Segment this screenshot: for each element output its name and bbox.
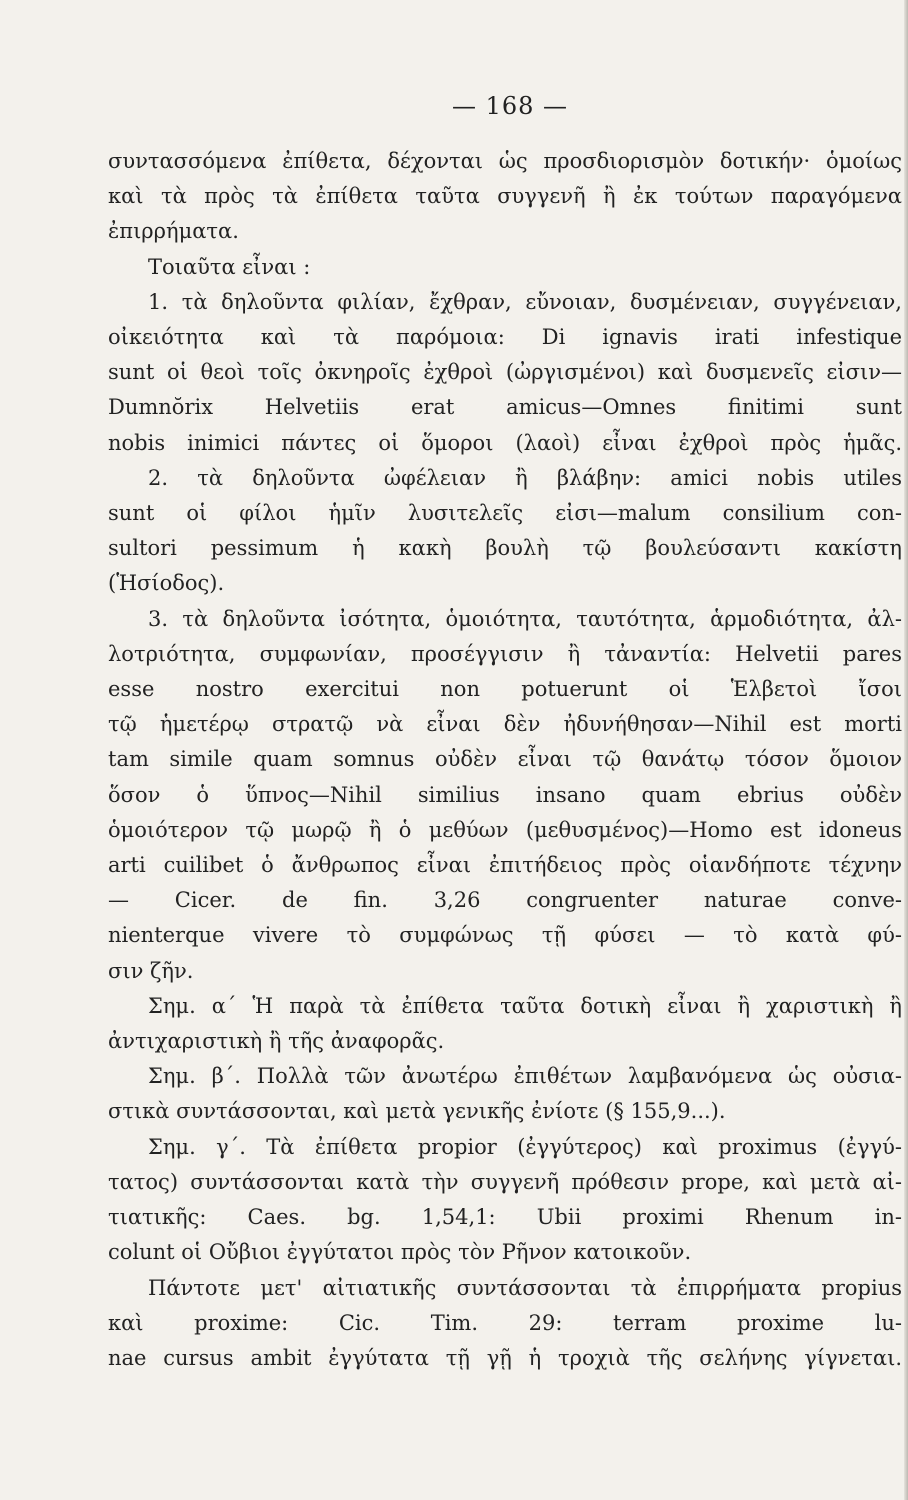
text-line: Σημ. α΄ Ἡ παρὰ τὰ ἐπίθετα ταῦτα δοτικὴ εἶναι ἢ χαριστικὴ ἢ	[148, 993, 902, 1018]
text-line: (Ἡσίοδος).	[108, 571, 225, 596]
text-line: συντασσόμενα ἐπίθετα, δέχονται ὡς προσδιορισμὸν δοτικήν· ὁμοίως	[108, 149, 902, 173]
text-line: arti cuilibet ὁ ἄνθρωπος εἶναι ἐπιτήδειος πρὸς οἱανδήποτε τέχνην	[108, 853, 902, 878]
text-line: Πάντοτε μετ' αἰτιατικῆς συντάσσονται τὰ ἐπιρρήματα propius	[148, 1275, 902, 1300]
text-line: λοτριότητα, συμφωνίαν, προσέγγισιν ἢ τἀναντία: Helvetii pares	[108, 641, 902, 666]
text-line: τατος) συντάσσονται κατὰ τὴν συγγενῆ πρόθεσιν prope, καὶ μετὰ αἰ-	[108, 1169, 902, 1194]
text-line: σιν ζῆν.	[108, 958, 194, 983]
text-line: sultori pessimum ἡ κακὴ βουλὴ τῷ βουλεύσαντι κακίστη	[108, 536, 902, 561]
text-line: τῷ ἡμετέρῳ στρατῷ νὰ εἶναι δὲν ἠδυνήθησαν—Nihil est morti	[108, 712, 902, 737]
text-line: ὅσον ὁ ὕπνος—Nihil similius insano quam ebrius οὐδὲν	[108, 782, 902, 807]
text-line: nae cursus ambit ἐγγύτατα τῇ γῇ ἡ τροχιὰ τῆς σελήνης γίγνεται.	[108, 1345, 902, 1370]
text-line: Dumnŏrix Helvetiis erat amicus—Omnes finitimi sunt	[108, 395, 902, 420]
text-line: καὶ proxime: Cic. Tim. 29: terram proxime lu-	[108, 1310, 902, 1335]
text-line: — Cicer. de fin. 3,26 congruenter naturae conve-	[108, 888, 902, 913]
page-edge-shadow	[904, 0, 908, 1500]
text-line: τιατικῆς: Caes. bg. 1,54,1: Ubii proximi Rhenum in-	[108, 1205, 902, 1230]
text-line: οἰκειότητα καὶ τὰ παρόμοια: Di ignavis irati infestique	[108, 325, 902, 350]
text-line: ὁμοιότερον τῷ μωρῷ ἢ ὁ μεθύων (μεθυσμένος)—Homo est idoneus	[108, 817, 902, 842]
text-line: sunt οἱ θεοὶ τοῖς ὀκνηροῖς ἐχθροὶ (ὠργισμένοι) καὶ δυσμενεῖς εἰσιν—	[108, 360, 902, 385]
text-line: colunt οἱ Οὔβιοι ἐγγύτατοι πρὸς τὸν Ρῆνον κατοικοῦν.	[108, 1240, 692, 1265]
text-line: καὶ τὰ πρὸς τὰ ἐπίθετα ταῦτα συγγενῆ ἢ ἐκ τούτων παραγόμενα	[108, 184, 902, 209]
text-line: Τοιαῦτα εἶναι :	[148, 254, 311, 279]
text-line: 3. τὰ δηλοῦντα ἰσότητα, ὁμοιότητα, ταυτότητα, ἁρμοδιότητα, ἀλ-	[148, 606, 902, 631]
text-line: στικὰ συντάσσονται, καὶ μετὰ γενικῆς ἐνίοτε (§ 155,9...).	[108, 1099, 726, 1124]
text-line: tam simile quam somnus οὐδὲν εἶναι τῷ θανάτῳ τόσον ὅμοιον	[108, 747, 902, 772]
text-line: Σημ. γ΄. Τὰ ἐπίθετα propior (ἐγγύτερος) καὶ proximus (ἐγγύ-	[148, 1134, 902, 1159]
text-line: 1. τὰ δηλοῦντα φιλίαν, ἔχθραν, εὔνοιαν, δυσμένειαν, συγγένειαν,	[148, 289, 902, 314]
text-line: esse nostro exercitui non potuerunt οἱ Ἑλβετοὶ ἴσοι	[108, 677, 902, 702]
text-line: nobis inimici πάντες οἱ ὅμοροι (λαοὶ) εἶναι ἐχθροὶ πρὸς ἡμᾶς.	[108, 430, 902, 455]
text-line: Σημ. β΄. Πολλὰ τῶν ἀνωτέρω ἐπιθέτων λαμβανόμενα ὡς οὐσια-	[148, 1064, 902, 1089]
page-body-text	[108, 144, 902, 1376]
page-number: — 168 —	[451, 92, 569, 120]
text-line: sunt οἱ φίλοι ἡμῖν λυσιτελεῖς εἰσι—malum consilium con-	[108, 501, 902, 526]
text-line: nienterque vivere τὸ συμφώνως τῇ φύσει — τὸ κατὰ φύ-	[108, 923, 902, 948]
text-line: ἐπιρρήματα.	[108, 219, 239, 244]
text-line: 2. τὰ δηλοῦντα ὠφέλειαν ἢ βλάβην: amici nobis utiles	[148, 465, 902, 490]
text-line: ἀντιχαριστικὴ ἢ τῆς ἀναφορᾶς.	[108, 1029, 445, 1054]
